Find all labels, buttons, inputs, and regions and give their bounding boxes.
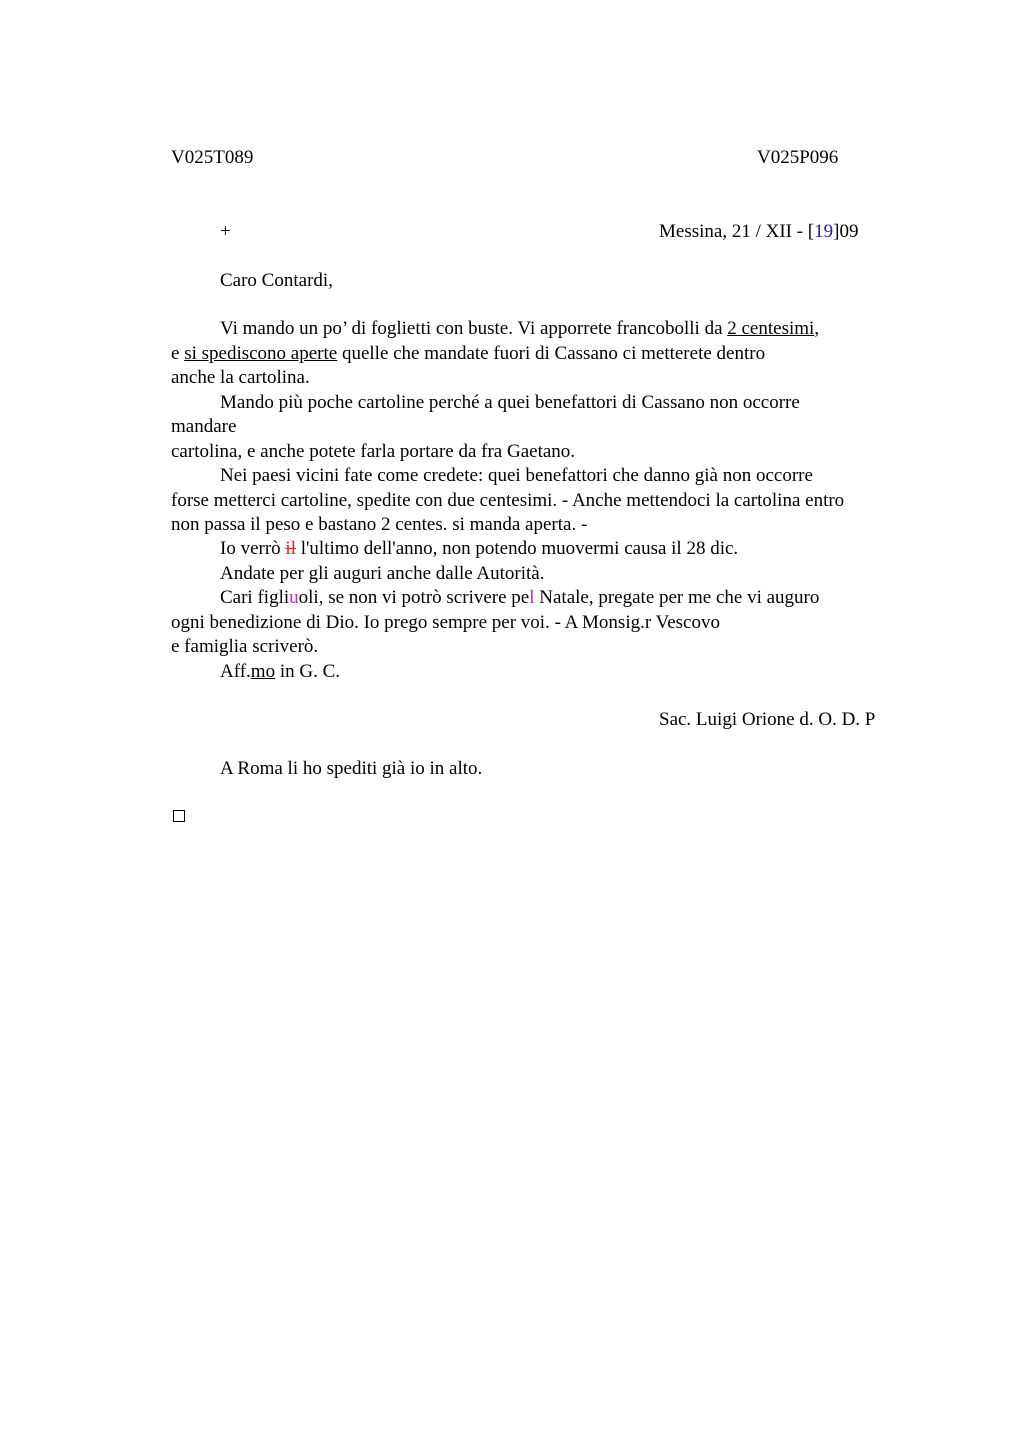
inserted-letter: u xyxy=(289,587,299,608)
closing xyxy=(220,660,340,684)
paragraph-2-line-3: cartolina, e anche potete farla portare da fra Gaetano. xyxy=(171,441,576,462)
struck-out-text: il xyxy=(285,538,296,559)
paragraph-5: Andate per gli auguri anche dalle Autorità. xyxy=(220,563,545,584)
paragraph-2-line-2: mandare xyxy=(171,416,237,437)
text-span: oli, se non vi potrò scrivere pe xyxy=(298,587,530,608)
signature: Sac. Luigi Orione d. O. D. P xyxy=(659,709,876,730)
underlined-text: 2 centesimi xyxy=(727,318,815,339)
date-bracketed-editorial: 19 xyxy=(814,221,834,242)
paragraph-6-line-2: ogni benedizione di Dio. Io prego sempre per voi. - A Monsig.r Vescovo xyxy=(171,612,720,633)
paragraph-1-line-3: anche la cartolina. xyxy=(171,367,310,388)
text-span: e xyxy=(171,343,185,364)
document-code-left: V025T089 xyxy=(171,147,254,168)
paragraph-2-line-1: Mando più poche cartoline perché a quei benefattori di Cassano non occorre xyxy=(220,392,800,413)
salutation: Caro Contardi, xyxy=(220,270,333,291)
text-span: Cari figli xyxy=(220,587,290,608)
text-span: Vi mando un po’ di foglietti con buste. Vi apporrete francobolli da xyxy=(220,318,728,339)
paragraph-3-line-3: non passa il peso e bastano 2 centes. si manda aperta. - xyxy=(171,514,588,535)
text-span: Aff. xyxy=(220,661,251,682)
text-span: in G. C. xyxy=(275,661,341,682)
date-prefix: Messina, 21 / XII - [ xyxy=(659,221,815,242)
underlined-text: si spediscono aperte xyxy=(184,343,338,364)
text-span: l'ultimo dell'anno, non potendo muovermi causa il 28 dic. xyxy=(295,538,739,559)
letter-date xyxy=(659,220,858,244)
paragraph-6-line-3: e famiglia scriverò. xyxy=(171,636,319,657)
text-span: quelle che mandate fuori di Cassano ci metterete dentro xyxy=(337,343,766,364)
document-code-right: V025P096 xyxy=(757,147,839,168)
paragraph-4 xyxy=(220,537,738,561)
date-suffix: ]09 xyxy=(833,221,859,242)
text-span: Io verrò xyxy=(220,538,286,559)
end-of-document-box-icon xyxy=(173,810,185,822)
postscript: A Roma li ho spediti già io in alto. xyxy=(220,758,483,779)
paragraph-3-line-1: Nei paesi vicini fate come credete: quei benefattori che danno già non occorre xyxy=(220,465,813,486)
paragraph-1-line-1 xyxy=(220,317,819,341)
text-span: Natale, pregate per me che vi auguro xyxy=(534,587,820,608)
paragraph-3-line-2: forse metterci cartoline, spedite con due centesimi. - Anche mettendoci la cartolina entro xyxy=(171,490,845,511)
cross-symbol: + xyxy=(220,221,231,242)
paragraph-1-line-2 xyxy=(171,342,765,366)
underlined-text: mo xyxy=(250,661,276,682)
text-span: , xyxy=(814,318,820,339)
paragraph-6-line-1 xyxy=(220,586,819,610)
inserted-letter: l xyxy=(529,587,535,608)
